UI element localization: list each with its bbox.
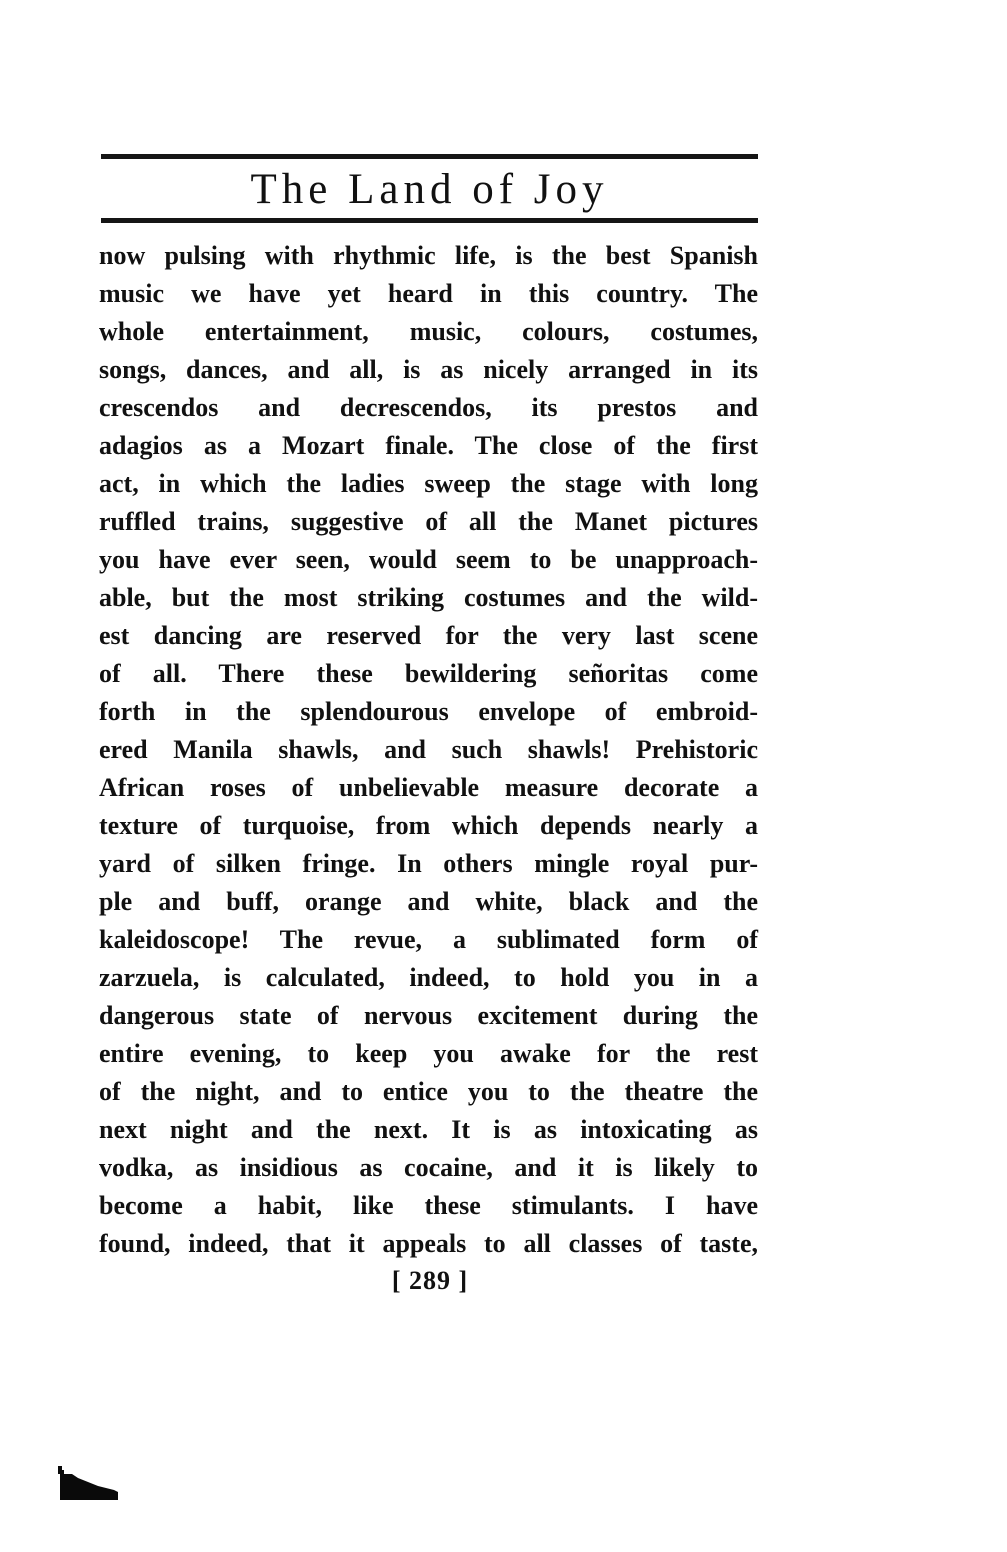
- body-line: vodka, as insidious as cocaine, and it is likely to: [99, 1153, 758, 1182]
- body-line: yard of silken fringe. In others mingle royal pur-: [99, 849, 758, 878]
- body-line: forth in the splendourous envelope of embroid-: [99, 697, 758, 726]
- body-line: texture of turquoise, from which depends nearly a: [99, 811, 758, 840]
- body-line: songs, dances, and all, is as nicely arranged in its: [99, 355, 758, 384]
- body-line: entire evening, to keep you awake for the rest: [99, 1039, 758, 1068]
- body-line: dangerous state of nervous excitement during the: [99, 1001, 758, 1030]
- body-line: found, indeed, that it appeals to all classes of taste,: [99, 1229, 758, 1258]
- body-line: of all. There these bewildering señoritas come: [99, 659, 758, 688]
- body-line: ruffled trains, suggestive of all the Manet pictures: [99, 507, 758, 536]
- running-head: The Land of Joy: [250, 166, 609, 213]
- body-line: of the night, and to entice you to the theatre the: [99, 1077, 758, 1106]
- body-line: crescendos and decrescendos, its prestos and: [99, 393, 758, 422]
- scan-artifact-mark: [58, 1462, 120, 1500]
- body-line: zarzuela, is calculated, indeed, to hold you in a: [99, 963, 758, 992]
- body-line: music we have yet heard in this country. The: [99, 279, 758, 308]
- body-line: act, in which the ladies sweep the stage with long: [99, 469, 758, 498]
- header-top-rule: [101, 154, 758, 159]
- body-line: able, but the most striking costumes and the wild-: [99, 583, 758, 612]
- body-line: ple and buff, orange and white, black and the: [99, 887, 758, 916]
- body-line: ered Manila shawls, and such shawls! Prehistoric: [99, 735, 758, 764]
- body-line: now pulsing with rhythmic life, is the best Spanish: [99, 241, 758, 270]
- body-line: whole entertainment, music, colours, costumes,: [99, 317, 758, 346]
- body-text: [99, 237, 758, 1263]
- page-number: [ 289 ]: [391, 1266, 469, 1295]
- header-bottom-rule: [101, 218, 758, 223]
- body-line: adagios as a Mozart finale. The close of the first: [99, 431, 758, 460]
- body-line: est dancing are reserved for the very last scene: [99, 621, 758, 650]
- body-line: African roses of unbelievable measure decorate a: [99, 773, 758, 802]
- body-line: kaleidoscope! The revue, a sublimated form of: [99, 925, 758, 954]
- body-line: next night and the next. It is as intoxicating as: [99, 1115, 758, 1144]
- body-line: become a habit, like these stimulants. I have: [99, 1191, 758, 1220]
- body-line: you have ever seen, would seem to be unapproach-: [99, 545, 758, 574]
